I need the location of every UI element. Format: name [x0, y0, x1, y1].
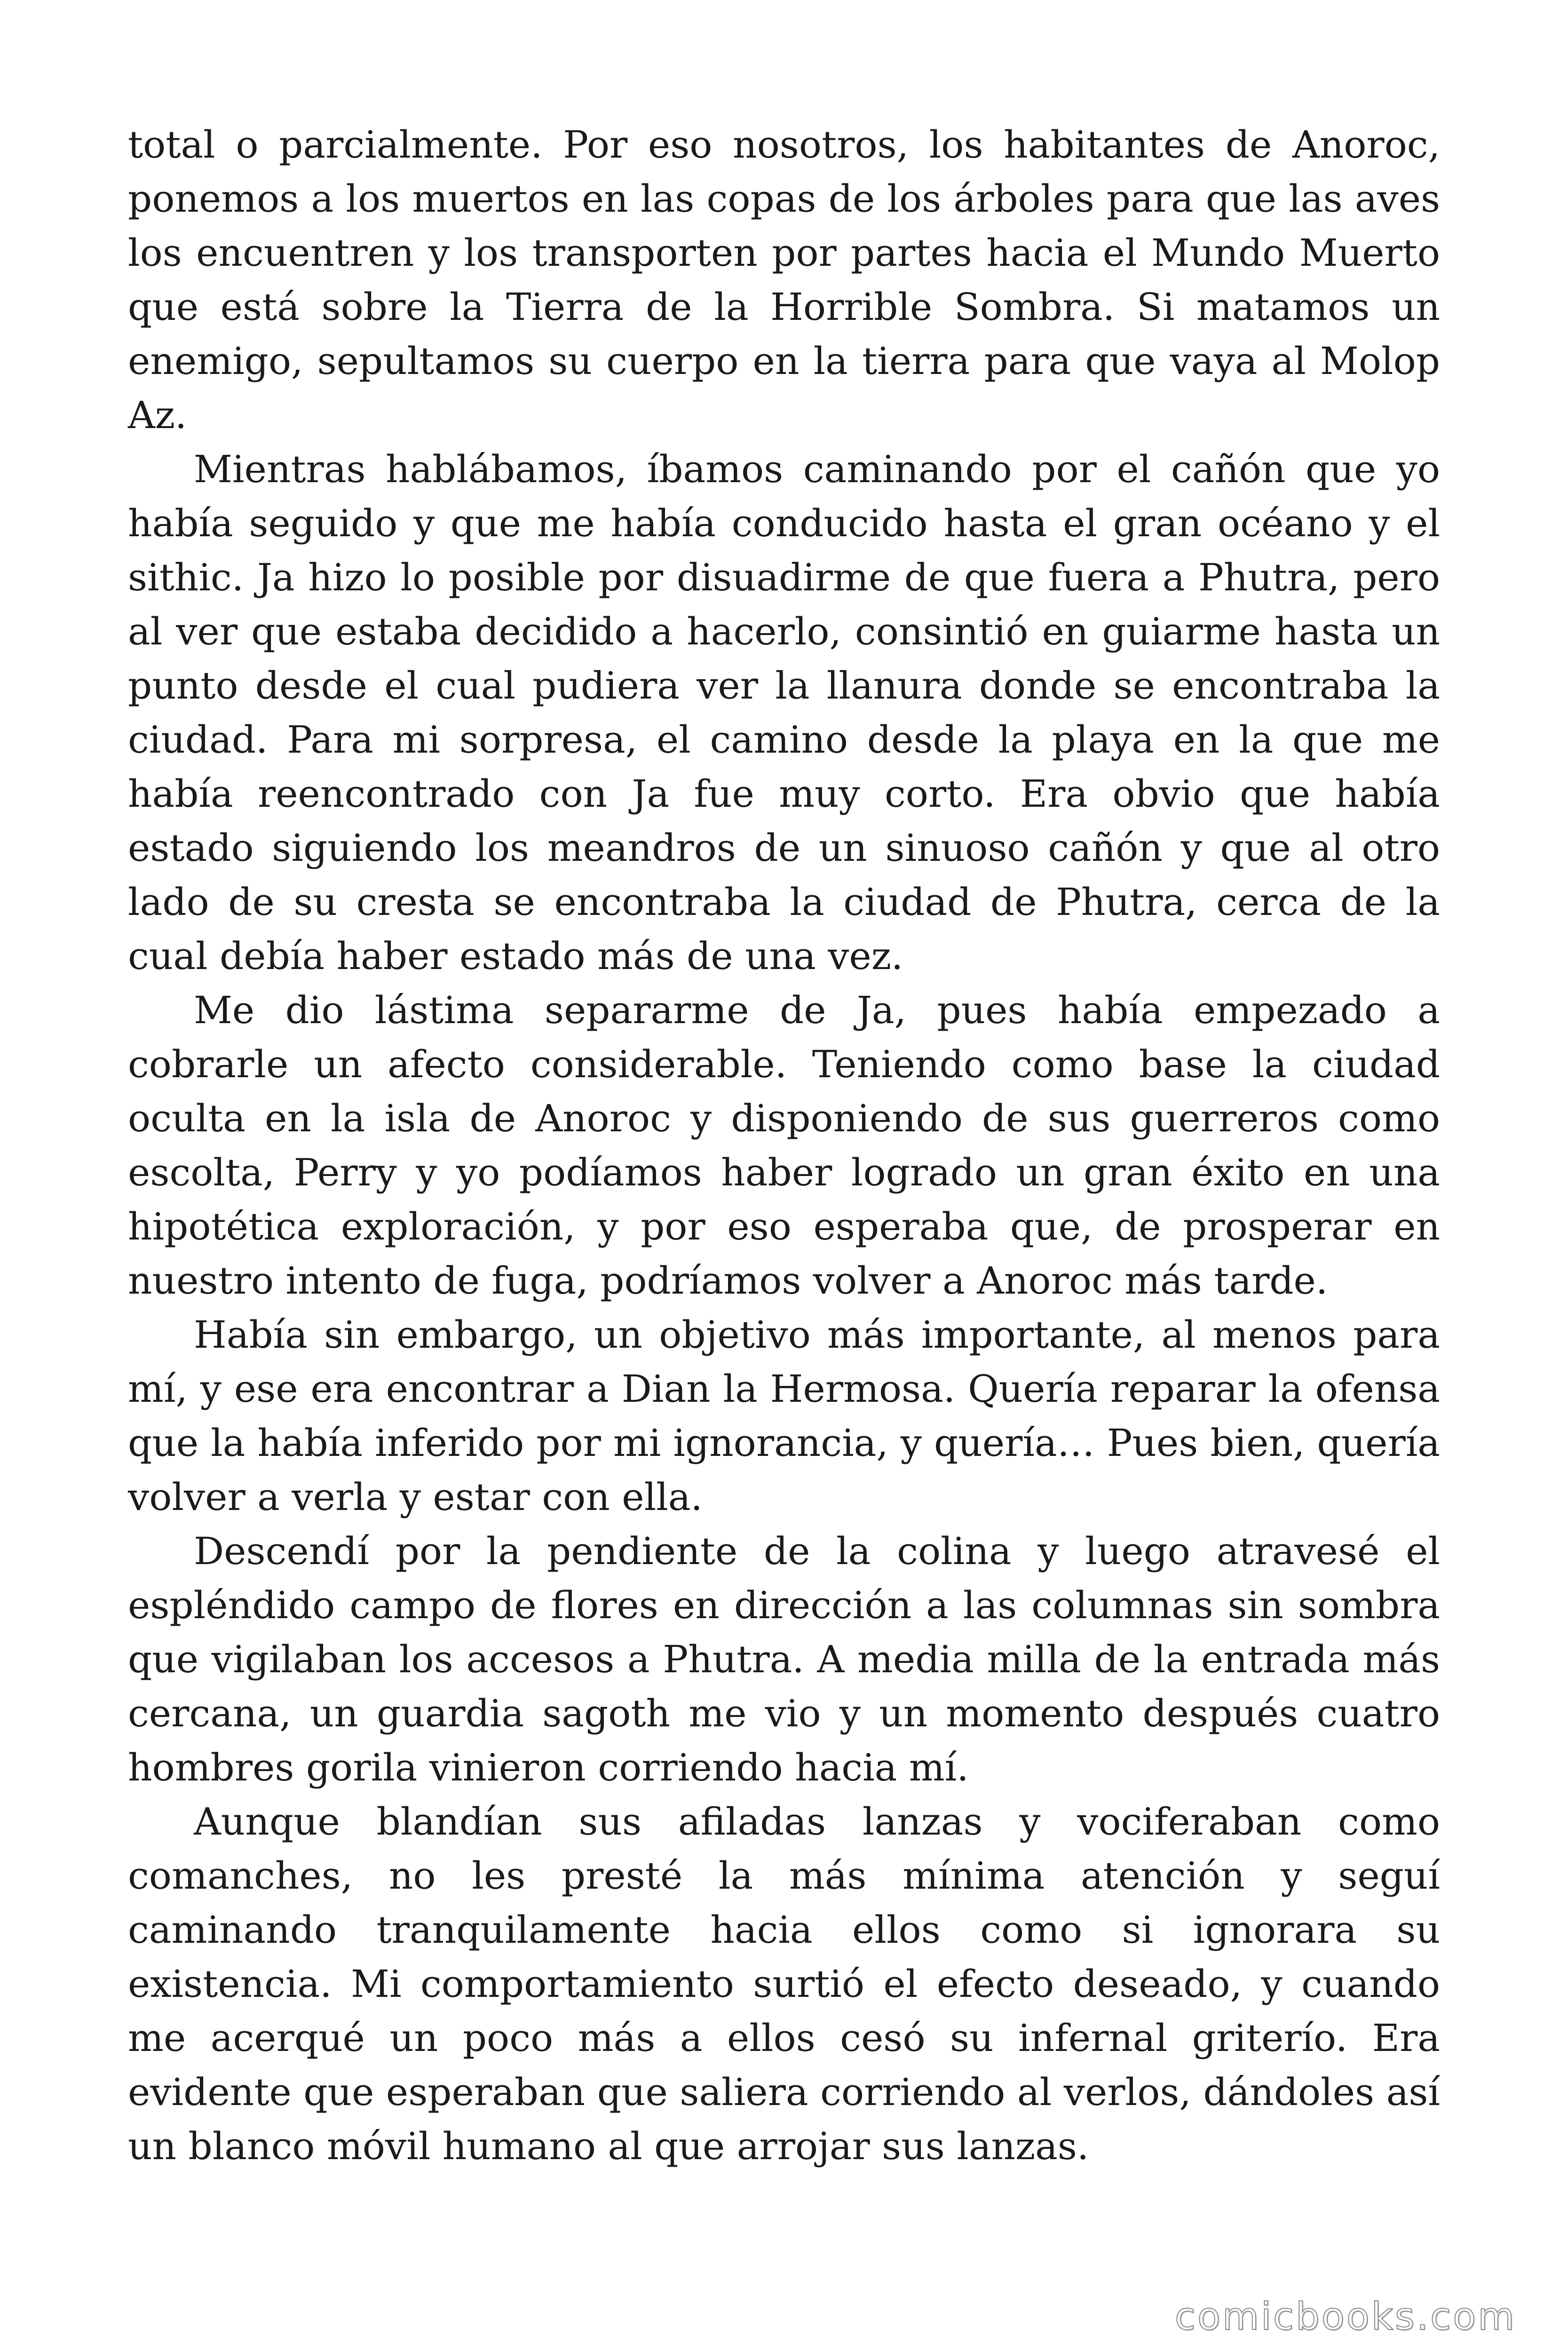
watermark-text: comicbooks.com [1174, 2295, 1516, 2338]
paragraph-5: Descendí por la pendiente de la colina y luego atravesé el espléndido campo de flores en dirección a las columnas sin sombra que vigilaban los accesos a Phutra. A media milla de la entrada más cercana, un guardia sagoth me vio y un momento después cuatro hombres gorila vinieron corriendo hacia mí. [128, 1529, 1440, 1789]
page-body-text [128, 118, 1440, 2173]
paragraph-6: Aunque blandían sus afiladas lanzas y vociferaban como comanches, no les presté la más mínima atención y seguí caminando tranquilamente hacia ellos como si ignorara su existencia. Mi comportamiento surtió el efecto deseado, y cuando me acerqué un poco más a ellos cesó su infernal griterío. Era evidente que esperaban que saliera corriendo al verlos, dándoles así un blanco móvil humano al que arrojar sus lanzas. [128, 1800, 1440, 2168]
paragraph-1: total o parcialmente. Por eso nosotros, los habitantes de Anoroc, ponemos a los muertos en las copas de los árboles para que las aves los encuentren y los transporten por partes hacia el Mundo Muerto que está sobre la Tierra de la Horrible Sombra. Si matamos un enemigo, sepultamos su cuerpo en la tierra para que vaya al Molop Az. [128, 123, 1440, 437]
paragraph-3: Me dio lástima separarme de Ja, pues había empezado a cobrarle un afecto considerable. Teniendo como base la ciudad oculta en la isla de Anoroc y disponiendo de sus guerreros como escolta, Perry y yo podíamos haber logrado un gran éxito en una hipotética exploración, y por eso esperaba que, de prosperar en nuestro intento de fuga, podríamos volver a Anoroc más tarde. [128, 988, 1440, 1303]
paragraph-2: Mientras hablábamos, íbamos caminando por el cañón que yo había seguido y que me había conducido hasta el gran océano y el sithic. Ja hizo lo posible por disuadirme de que fuera a Phutra, pero al ver que estaba decidido a hacerlo, consintió en guiarme hasta un punto desde el cual pudiera ver la llanura donde se encontraba la ciudad. Para mi sorpresa, el camino desde la playa en la que me había reencontrado con Ja fue muy corto. Era obvio que había estado siguiendo los meandros de un sinuoso cañón y que al otro lado de su cresta se encontraba la ciudad de Phutra, cerca de la cual debía haber estado más de una vez. [128, 447, 1440, 978]
paragraph-4: Había sin embargo, un objetivo más importante, al menos para mí, y ese era encontrar a Dian la Hermosa. Quería reparar la ofensa que la había inferido por mi ignorancia, y quería… Pues bien, quería volver a verla y estar con ella. [128, 1313, 1440, 1519]
